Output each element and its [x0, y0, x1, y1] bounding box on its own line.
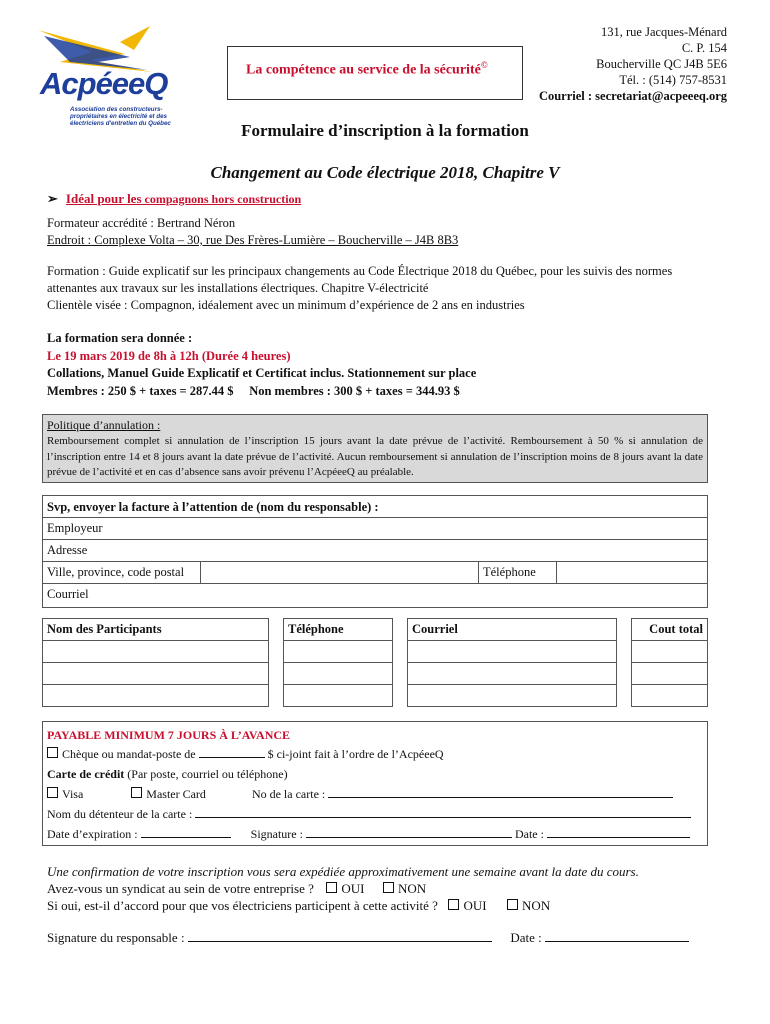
logo-subtitle: Association des constructeurs-propriétaires en électricité et des électriciens d'entretien du Québec	[70, 106, 171, 127]
formation-text: Formation : Guide explicatif sur les principaux changements au Code Électrique 2018 du Québec, pour les suivis des normes attenantes aux travaux sur les installations électriques. Chapitre V-électricité	[47, 264, 673, 295]
arrow-bullet-icon: ➢	[47, 191, 58, 206]
col-phone: Téléphone	[284, 619, 393, 641]
expiry-signature-line: Date d’expiration : Signature : Date :	[47, 827, 690, 842]
table-row[interactable]	[43, 685, 708, 707]
clientele-text: Clientèle visée : Compagnon, idéalement avec un minimum d’expérience de 2 ans en industries	[47, 298, 525, 312]
form-subtitle: Changement au Code électrique 2018, Chapitre V	[210, 163, 560, 182]
address-line-2: C. P. 154	[681, 41, 727, 55]
tagline: La compétence au service de la sécurité©	[246, 60, 488, 78]
logo-wordmark: AcpéeeQ	[40, 66, 168, 101]
address-line-3: Boucherville QC J4B 5E6	[596, 57, 727, 71]
copyright-mark: ©	[480, 60, 488, 70]
card-date-field[interactable]	[547, 827, 690, 838]
payment-title: PAYABLE MINIMUM 7 JOURS À L’AVANCE	[47, 728, 291, 742]
union-agreement-question: Si oui, est-il d’accord pour que vos électriciens participent à cette activité ? OUI NON	[47, 898, 551, 913]
policy-body: Remboursement complet si annulation de l’inscription 15 jours avant la date prévue de l’activité. Remboursement à 50 % si annulation de l’inscription entre 14 et 8 jours avant la date prévue de l’activité. Aucun remboursement si annulation de l’inscription moins de 8 jours avant la date prévue de l’activité et en cas d’absence sans avoir prévenu l’AcpéeeQ au préalable.	[47, 435, 703, 478]
cancellation-policy	[42, 414, 708, 483]
invoice-section	[42, 495, 708, 608]
union-no-checkbox[interactable]	[383, 882, 394, 893]
form-title: Formulaire d’inscription à la formation	[241, 121, 529, 140]
address-block	[539, 24, 727, 104]
union-yes-checkbox[interactable]	[326, 882, 337, 893]
address-email: Courriel : secretariat@acpeeeq.org	[538, 89, 727, 103]
table-row[interactable]	[43, 663, 708, 685]
trainer-line: Formateur accrédité : Bertrand Néron	[47, 216, 236, 230]
expiry-field[interactable]	[141, 827, 231, 838]
participants-table	[42, 618, 708, 707]
address-phone: Tél. : (514) 757-8531	[619, 73, 727, 87]
session-prices: Membres : 250 $ + taxes = 287.44 $ Non membres : 300 $ + taxes = 344.93 $	[47, 383, 460, 398]
cheque-checkbox[interactable]	[47, 747, 58, 758]
session-heading: La formation sera donnée :	[47, 331, 193, 345]
invoice-phone-label: Téléphone	[483, 565, 536, 579]
session-details	[47, 330, 707, 400]
agreement-yes-checkbox[interactable]	[448, 899, 459, 910]
address-line-1: 131, rue Jacques-Ménard	[601, 25, 727, 39]
invoice-title: Svp, envoyer la facture à l’attention de (nom du responsable) :	[47, 500, 379, 514]
table-header-row	[43, 619, 708, 641]
visa-checkbox[interactable]	[47, 787, 58, 798]
session-includes: Collations, Manuel Guide Explicatif et Certificat inclus. Stationnement sur place	[47, 366, 477, 380]
location-line: Endroit : Complexe Volta – 30, rue Des Frères-Lumière – Boucherville – J4B 8B3	[47, 233, 459, 247]
email-field[interactable]: Courriel	[43, 583, 707, 606]
cheque-line[interactable]: Chèque ou mandat-poste de $ ci-joint fait à l’ordre de l’AcpéeeQ	[47, 747, 444, 762]
course-description	[47, 263, 707, 314]
card-signature-field[interactable]	[306, 827, 512, 838]
union-question: Avez-vous un syndicat au sein de votre entreprise ? OUI NON	[47, 881, 427, 896]
col-total-cost: Cout total	[632, 619, 708, 641]
responsible-date-field[interactable]	[545, 931, 689, 942]
card-type-line: Visa Master Card No de la carte :	[47, 787, 673, 802]
col-email: Courriel	[408, 619, 617, 641]
col-participant-name: Nom des Participants	[43, 619, 269, 641]
responsible-signature-field[interactable]	[188, 931, 492, 942]
holder-name-field[interactable]	[195, 807, 691, 818]
responsible-signature-line: Signature du responsable : Date :	[47, 930, 689, 946]
credit-card-line: Carte de crédit (Par poste, courriel ou téléphone)	[47, 767, 288, 781]
ideal-for: ➢ Idéal pour les compagnons hors construction	[47, 191, 302, 206]
card-number-field[interactable]	[328, 787, 673, 798]
trainer-location	[47, 215, 707, 249]
employer-field[interactable]: Employeur	[43, 517, 707, 540]
mastercard-checkbox[interactable]	[131, 787, 142, 798]
address-field[interactable]: Adresse	[43, 539, 707, 562]
policy-title: Politique d’annulation :	[47, 418, 161, 432]
session-date: Le 19 mars 2019 de 8h à 12h (Durée 4 heures)	[47, 348, 291, 363]
holder-line: Nom du détenteur de la carte :	[47, 807, 691, 822]
city-field[interactable]: Ville, province, code postal Téléphone	[43, 561, 707, 584]
confirmation-note: Une confirmation de votre inscription vous sera expédiée approximativement une semaine avant la date du cours.	[47, 864, 639, 879]
table-row[interactable]	[43, 641, 708, 663]
payment-section	[42, 721, 708, 846]
tagline-box	[227, 46, 523, 100]
agreement-no-checkbox[interactable]	[507, 899, 518, 910]
